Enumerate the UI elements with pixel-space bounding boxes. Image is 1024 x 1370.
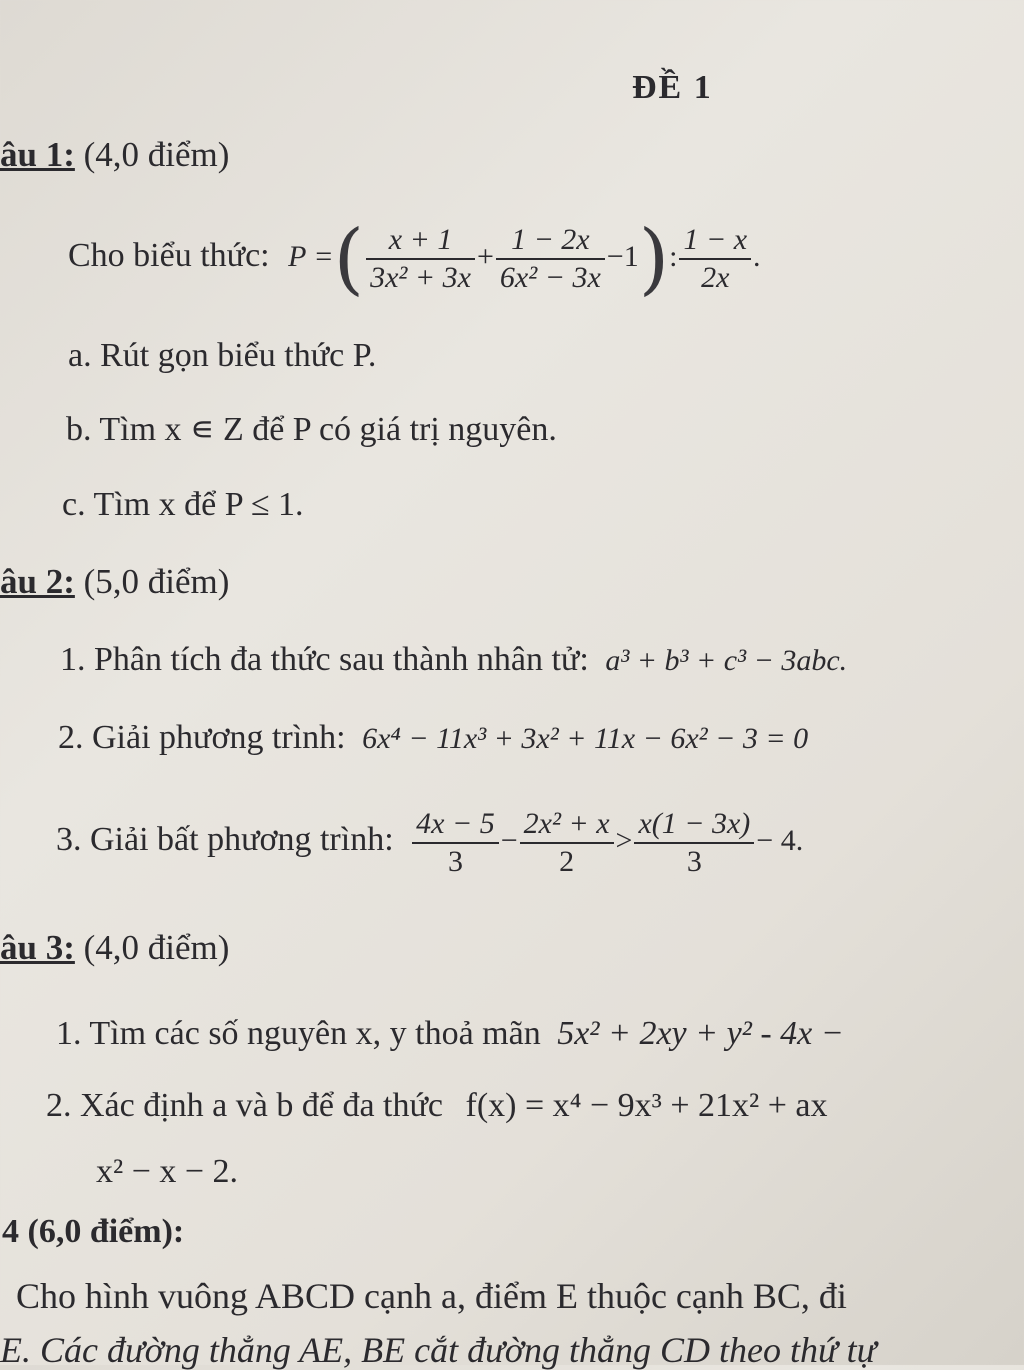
ineq-minus: −	[500, 824, 518, 857]
question-2-item-1-text: 1. Phân tích đa thức sau thành nhân tử:	[60, 641, 589, 678]
left-paren: (	[333, 214, 365, 305]
question-4-line-2: E. Các đường thẳng AE, BE cắt đường thẳng CD theo thứ tự	[0, 1330, 877, 1370]
fraction-3-numerator: 1 − x	[679, 222, 751, 260]
question-3-label: âu 3:	[0, 928, 75, 967]
ineq-fraction-2	[520, 806, 614, 880]
ineq-fraction-1-denominator: 3	[447, 845, 463, 879]
question-3-item-2-text: 2. Xác định a và b để đa thức	[46, 1087, 444, 1124]
question-3-item-2	[46, 1086, 1024, 1126]
ineq-fraction-3-numerator: x(1 − 3x)	[634, 806, 754, 844]
question-3-item-1-text: 1. Tìm các số nguyên x, y thoả mãn	[56, 1015, 541, 1052]
expression-lhs: P =	[288, 240, 334, 273]
fraction-1	[366, 222, 475, 296]
question-2-label: âu 2:	[0, 562, 75, 601]
ineq-greater-than: >	[615, 824, 633, 857]
ineq-fraction-3-denominator: 3	[686, 845, 702, 879]
question-2-item-2-math: 6x⁴ − 11x³ + 3x² + 11x − 6x² − 3 = 0	[362, 722, 809, 755]
fraction-3-denominator: 2x	[701, 261, 730, 295]
question-1-expression-line	[68, 214, 761, 305]
question-2-item-1	[60, 640, 847, 681]
question-3-points: (4,0 điểm)	[83, 928, 230, 967]
fraction-2-denominator: 6x² − 3x	[499, 261, 601, 295]
division-sign: :	[669, 240, 678, 273]
minus-one: −1	[606, 240, 639, 273]
question-2-item-2-text: 2. Giải phương trình:	[58, 719, 346, 756]
question-1-label: âu 1:	[0, 135, 75, 174]
question-2-item-3	[56, 800, 803, 881]
inequality-formula	[410, 807, 804, 879]
question-2-item-3-text: 3. Giải bất phương trình:	[56, 821, 394, 858]
question-3-item-2-math: f(x) = x⁴ − 9x³ + 21x² + ax	[465, 1087, 828, 1124]
question-3-header	[0, 928, 229, 968]
exam-title: ĐỀ 1	[632, 69, 713, 106]
expression-intro: Cho biểu thức:	[68, 237, 270, 274]
question-2-points: (5,0 điểm)	[83, 562, 230, 601]
question-1c: c. Tìm x để P ≤ 1.	[62, 486, 304, 523]
question-1b: b. Tìm x ∊ Z để P có giá trị nguyên.	[66, 411, 557, 448]
question-3-item-1	[56, 1014, 1024, 1054]
ineq-fraction-1	[412, 806, 499, 880]
ineq-fraction-2-denominator: 2	[559, 845, 575, 879]
ineq-fraction-1-numerator: 4x − 5	[412, 806, 499, 844]
question-1-points: (4,0 điểm)	[83, 135, 230, 174]
expression-end: .	[753, 240, 761, 273]
fraction-2	[496, 222, 605, 296]
plus-sign: +	[476, 240, 494, 273]
fraction-1-denominator: 3x² + 3x	[370, 261, 471, 295]
question-1a: a. Rút gọn biểu thức P.	[68, 337, 377, 374]
question-3-item-2-continuation: x² − x − 2.	[96, 1153, 239, 1190]
right-paren: )	[638, 214, 670, 305]
ineq-tail: − 4.	[756, 824, 804, 857]
question-2-header	[0, 562, 229, 602]
question-1-header	[0, 135, 229, 175]
question-2-item-2	[58, 718, 808, 759]
question-4-header: 4 (6,0 điểm):	[2, 1213, 185, 1250]
ineq-fraction-2-numerator: 2x² + x	[520, 806, 614, 844]
question-2-item-1-math: a³ + b³ + c³ − 3abc.	[605, 644, 848, 677]
fraction-1-numerator: x + 1	[366, 222, 475, 260]
question-3-item-1-math: 5x² + 2xy + y² - 4x −	[557, 1015, 844, 1052]
ineq-fraction-3	[634, 806, 754, 880]
fraction-2-numerator: 1 − 2x	[496, 222, 605, 260]
question-4-line-1: Cho hình vuông ABCD cạnh a, điểm E thuộc cạnh BC, đi	[16, 1276, 847, 1316]
expression-formula	[288, 214, 761, 305]
fraction-3	[679, 222, 751, 296]
